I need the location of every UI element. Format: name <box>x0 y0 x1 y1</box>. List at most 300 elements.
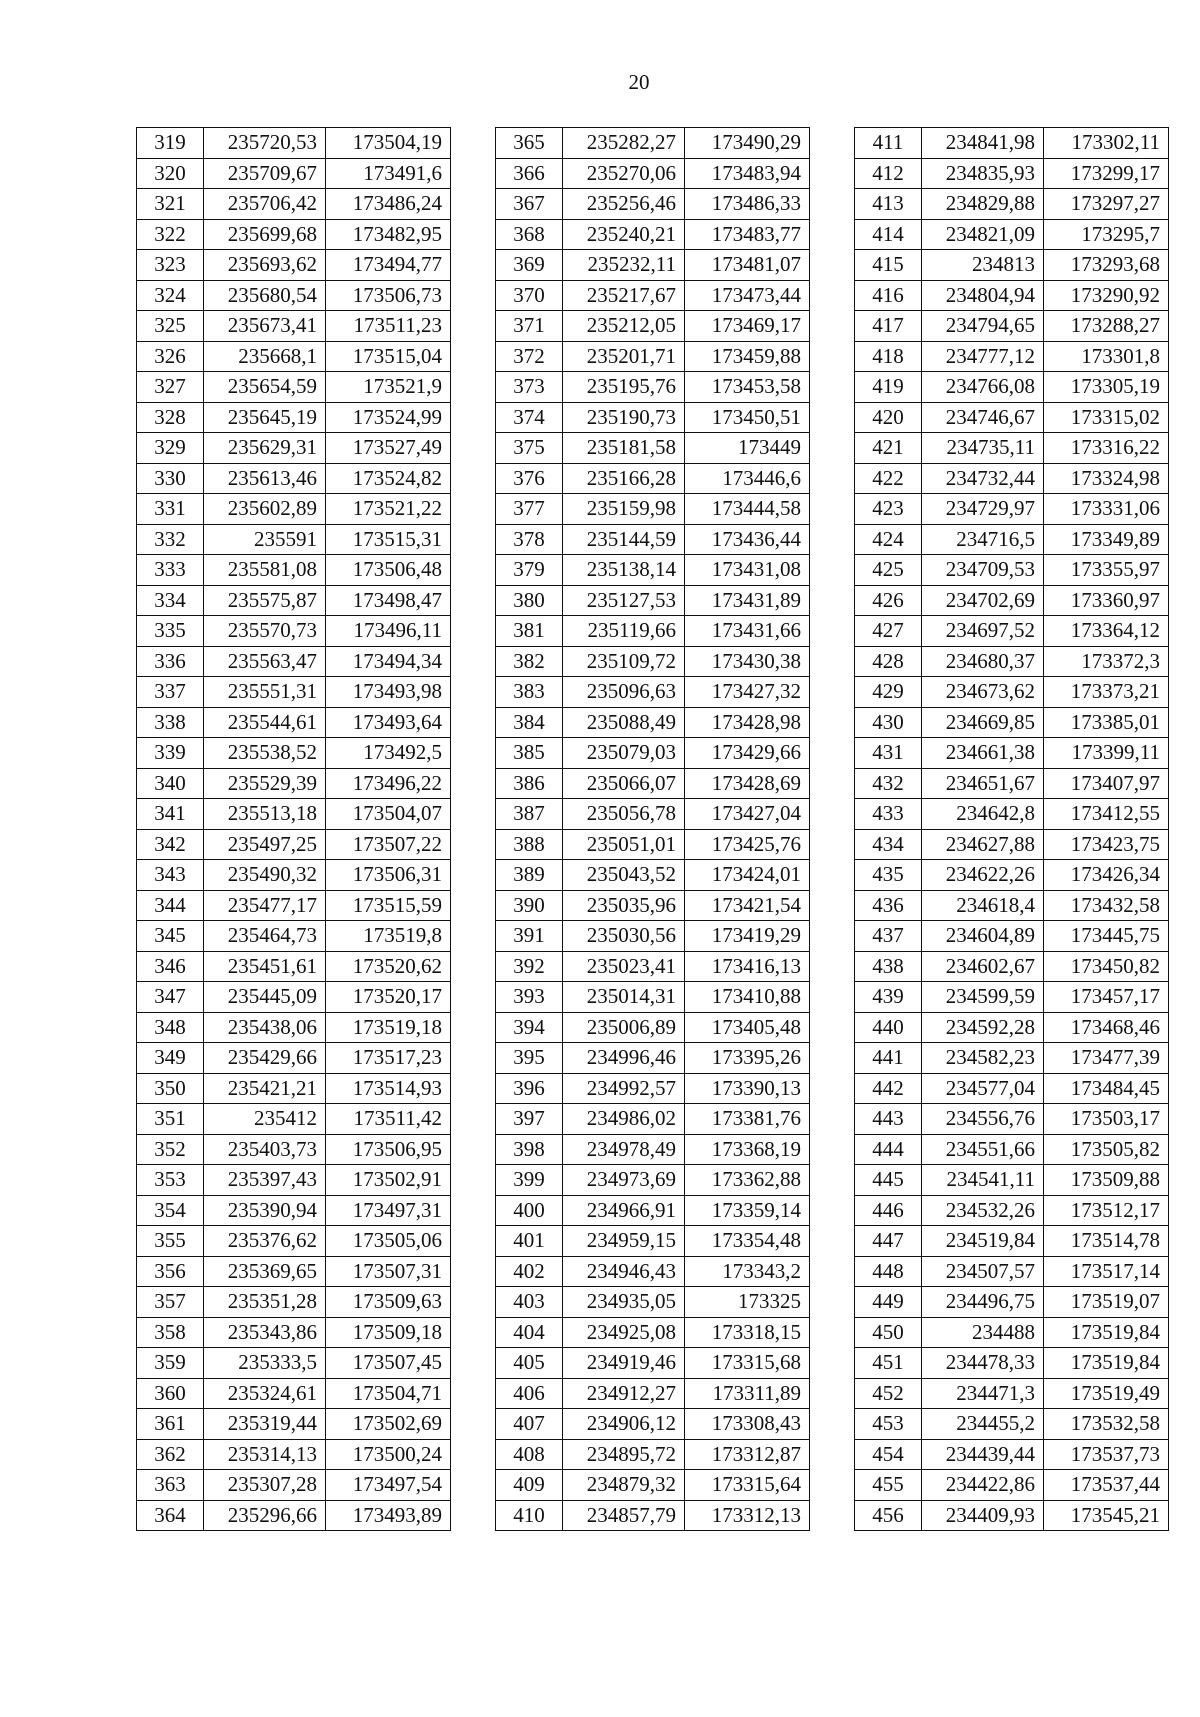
table-row <box>855 1256 1169 1287</box>
point-number-cell: 338 <box>137 707 204 738</box>
x-coordinate-cell: 234986,02 <box>563 1104 685 1135</box>
table-row <box>855 585 1169 616</box>
point-number-cell: 376 <box>496 463 563 494</box>
table-row <box>496 555 810 586</box>
point-number-cell: 367 <box>496 189 563 220</box>
x-coordinate-cell: 234618,4 <box>922 890 1044 921</box>
point-number-cell: 432 <box>855 768 922 799</box>
table-row <box>855 738 1169 769</box>
point-number-cell: 335 <box>137 616 204 647</box>
table-row <box>496 829 810 860</box>
x-coordinate-cell: 234556,76 <box>922 1104 1044 1135</box>
point-number-cell: 330 <box>137 463 204 494</box>
x-coordinate-cell: 234532,26 <box>922 1195 1044 1226</box>
y-coordinate-cell: 173519,8 <box>326 921 451 952</box>
table-row <box>137 1378 451 1409</box>
table-row <box>137 982 451 1013</box>
table-row <box>137 1134 451 1165</box>
y-coordinate-cell: 173390,13 <box>685 1073 810 1104</box>
y-coordinate-cell: 173497,54 <box>326 1470 451 1501</box>
x-coordinate-cell: 235654,59 <box>204 372 326 403</box>
x-coordinate-cell: 235307,28 <box>204 1470 326 1501</box>
table-row <box>137 280 451 311</box>
y-coordinate-cell: 173509,63 <box>326 1287 451 1318</box>
point-number-cell: 406 <box>496 1378 563 1409</box>
y-coordinate-cell: 173511,23 <box>326 311 451 342</box>
point-number-cell: 354 <box>137 1195 204 1226</box>
x-coordinate-cell: 234804,94 <box>922 280 1044 311</box>
x-coordinate-cell: 235343,86 <box>204 1317 326 1348</box>
point-number-cell: 409 <box>496 1470 563 1501</box>
x-coordinate-cell: 235668,1 <box>204 341 326 372</box>
table-row <box>137 1195 451 1226</box>
point-number-cell: 366 <box>496 158 563 189</box>
y-coordinate-cell: 173517,14 <box>1044 1256 1169 1287</box>
x-coordinate-cell: 235138,14 <box>563 555 685 586</box>
table-row <box>855 341 1169 372</box>
y-coordinate-cell: 173496,22 <box>326 768 451 799</box>
point-number-cell: 323 <box>137 250 204 281</box>
x-coordinate-cell: 235421,21 <box>204 1073 326 1104</box>
point-number-cell: 452 <box>855 1378 922 1409</box>
x-coordinate-cell: 234919,46 <box>563 1348 685 1379</box>
point-number-cell: 393 <box>496 982 563 1013</box>
y-coordinate-cell: 173473,44 <box>685 280 810 311</box>
y-coordinate-cell: 173502,91 <box>326 1165 451 1196</box>
x-coordinate-cell: 234577,04 <box>922 1073 1044 1104</box>
table-row <box>855 616 1169 647</box>
table-row <box>855 1012 1169 1043</box>
x-coordinate-cell: 234409,93 <box>922 1500 1044 1531</box>
x-coordinate-cell: 234716,5 <box>922 524 1044 555</box>
y-coordinate-cell: 173444,58 <box>685 494 810 525</box>
x-coordinate-cell: 234661,38 <box>922 738 1044 769</box>
x-coordinate-cell: 235706,42 <box>204 189 326 220</box>
table-row <box>855 646 1169 677</box>
point-number-cell: 405 <box>496 1348 563 1379</box>
point-number-cell: 437 <box>855 921 922 952</box>
x-coordinate-cell: 235709,67 <box>204 158 326 189</box>
point-number-cell: 392 <box>496 951 563 982</box>
point-number-cell: 365 <box>496 128 563 159</box>
point-number-cell: 417 <box>855 311 922 342</box>
point-number-cell: 353 <box>137 1165 204 1196</box>
y-coordinate-cell: 173325 <box>685 1287 810 1318</box>
y-coordinate-cell: 173436,44 <box>685 524 810 555</box>
y-coordinate-cell: 173427,04 <box>685 799 810 830</box>
x-coordinate-cell: 234488 <box>922 1317 1044 1348</box>
table-row <box>137 1104 451 1135</box>
table-row <box>137 1500 451 1531</box>
table-row <box>496 1043 810 1074</box>
point-number-cell: 416 <box>855 280 922 311</box>
y-coordinate-cell: 173507,31 <box>326 1256 451 1287</box>
x-coordinate-cell: 234935,05 <box>563 1287 685 1318</box>
point-number-cell: 429 <box>855 677 922 708</box>
y-coordinate-cell: 173425,76 <box>685 829 810 860</box>
point-number-cell: 402 <box>496 1256 563 1287</box>
y-coordinate-cell: 173519,18 <box>326 1012 451 1043</box>
x-coordinate-cell: 235680,54 <box>204 280 326 311</box>
table-row <box>496 616 810 647</box>
y-coordinate-cell: 173506,48 <box>326 555 451 586</box>
point-number-cell: 362 <box>137 1439 204 1470</box>
point-number-cell: 336 <box>137 646 204 677</box>
x-coordinate-cell: 234673,62 <box>922 677 1044 708</box>
point-number-cell: 373 <box>496 372 563 403</box>
table-row <box>855 890 1169 921</box>
y-coordinate-cell: 173297,27 <box>1044 189 1169 220</box>
y-coordinate-cell: 173515,31 <box>326 524 451 555</box>
table-row <box>496 463 810 494</box>
y-coordinate-cell: 173469,17 <box>685 311 810 342</box>
y-coordinate-cell: 173506,31 <box>326 860 451 891</box>
point-number-cell: 377 <box>496 494 563 525</box>
point-number-cell: 382 <box>496 646 563 677</box>
y-coordinate-cell: 173315,02 <box>1044 402 1169 433</box>
x-coordinate-cell: 234841,98 <box>922 128 1044 159</box>
point-number-cell: 332 <box>137 524 204 555</box>
point-number-cell: 423 <box>855 494 922 525</box>
y-coordinate-cell: 173504,19 <box>326 128 451 159</box>
table-row <box>137 219 451 250</box>
point-number-cell: 421 <box>855 433 922 464</box>
y-coordinate-cell: 173515,04 <box>326 341 451 372</box>
point-number-cell: 384 <box>496 707 563 738</box>
table-row <box>496 1348 810 1379</box>
table-row <box>496 1226 810 1257</box>
table-row <box>496 1287 810 1318</box>
y-coordinate-cell: 173311,89 <box>685 1378 810 1409</box>
x-coordinate-cell: 235581,08 <box>204 555 326 586</box>
table-row <box>137 524 451 555</box>
point-number-cell: 328 <box>137 402 204 433</box>
y-coordinate-cell: 173431,89 <box>685 585 810 616</box>
x-coordinate-cell: 234794,65 <box>922 311 1044 342</box>
x-coordinate-cell: 234507,57 <box>922 1256 1044 1287</box>
x-coordinate-cell: 234496,75 <box>922 1287 1044 1318</box>
x-coordinate-cell: 235445,09 <box>204 982 326 1013</box>
point-number-cell: 410 <box>496 1500 563 1531</box>
x-coordinate-cell: 234966,91 <box>563 1195 685 1226</box>
y-coordinate-cell: 173505,82 <box>1044 1134 1169 1165</box>
y-coordinate-cell: 173431,66 <box>685 616 810 647</box>
point-number-cell: 399 <box>496 1165 563 1196</box>
x-coordinate-cell: 234777,12 <box>922 341 1044 372</box>
table-row <box>137 128 451 159</box>
table-row <box>137 372 451 403</box>
y-coordinate-cell: 173373,21 <box>1044 677 1169 708</box>
x-coordinate-cell: 234746,67 <box>922 402 1044 433</box>
x-coordinate-cell: 234592,28 <box>922 1012 1044 1043</box>
point-number-cell: 390 <box>496 890 563 921</box>
point-number-cell: 431 <box>855 738 922 769</box>
x-coordinate-cell: 235673,41 <box>204 311 326 342</box>
y-coordinate-cell: 173537,73 <box>1044 1439 1169 1470</box>
x-coordinate-cell: 235563,47 <box>204 646 326 677</box>
table-row <box>137 677 451 708</box>
y-coordinate-cell: 173368,19 <box>685 1134 810 1165</box>
table-row <box>496 280 810 311</box>
table-row <box>496 799 810 830</box>
x-coordinate-cell: 235412 <box>204 1104 326 1135</box>
x-coordinate-cell: 235720,53 <box>204 128 326 159</box>
x-coordinate-cell: 234912,27 <box>563 1378 685 1409</box>
point-number-cell: 433 <box>855 799 922 830</box>
point-number-cell: 419 <box>855 372 922 403</box>
x-coordinate-cell: 235232,11 <box>563 250 685 281</box>
x-coordinate-cell: 235369,65 <box>204 1256 326 1287</box>
point-number-cell: 372 <box>496 341 563 372</box>
point-number-cell: 344 <box>137 890 204 921</box>
table-row <box>855 799 1169 830</box>
table-row <box>137 1012 451 1043</box>
y-coordinate-cell: 173381,76 <box>685 1104 810 1135</box>
x-coordinate-cell: 235270,06 <box>563 158 685 189</box>
y-coordinate-cell: 173355,97 <box>1044 555 1169 586</box>
y-coordinate-cell: 173301,8 <box>1044 341 1169 372</box>
x-coordinate-cell: 234680,37 <box>922 646 1044 677</box>
y-coordinate-cell: 173517,23 <box>326 1043 451 1074</box>
table-row <box>496 1165 810 1196</box>
x-coordinate-cell: 234996,46 <box>563 1043 685 1074</box>
point-number-cell: 414 <box>855 219 922 250</box>
point-number-cell: 343 <box>137 860 204 891</box>
table-row <box>855 1043 1169 1074</box>
x-coordinate-cell: 235351,28 <box>204 1287 326 1318</box>
table-row <box>855 1348 1169 1379</box>
y-coordinate-cell: 173315,64 <box>685 1470 810 1501</box>
x-coordinate-cell: 234702,69 <box>922 585 1044 616</box>
x-coordinate-cell: 235629,31 <box>204 433 326 464</box>
table-row <box>496 1439 810 1470</box>
point-number-cell: 442 <box>855 1073 922 1104</box>
point-number-cell: 441 <box>855 1043 922 1074</box>
point-number-cell: 420 <box>855 402 922 433</box>
point-number-cell: 440 <box>855 1012 922 1043</box>
point-number-cell: 341 <box>137 799 204 830</box>
table-row <box>855 921 1169 952</box>
point-number-cell: 381 <box>496 616 563 647</box>
x-coordinate-cell: 235497,25 <box>204 829 326 860</box>
y-coordinate-cell: 173507,22 <box>326 829 451 860</box>
y-coordinate-cell: 173509,18 <box>326 1317 451 1348</box>
x-coordinate-cell: 234879,32 <box>563 1470 685 1501</box>
y-coordinate-cell: 173521,22 <box>326 494 451 525</box>
point-number-cell: 329 <box>137 433 204 464</box>
y-coordinate-cell: 173494,34 <box>326 646 451 677</box>
x-coordinate-cell: 235529,39 <box>204 768 326 799</box>
point-number-cell: 443 <box>855 1104 922 1135</box>
table-row <box>137 616 451 647</box>
table-row <box>855 707 1169 738</box>
x-coordinate-cell: 235144,59 <box>563 524 685 555</box>
table-row <box>855 311 1169 342</box>
x-coordinate-cell: 234978,49 <box>563 1134 685 1165</box>
x-coordinate-cell: 235088,49 <box>563 707 685 738</box>
point-number-cell: 451 <box>855 1348 922 1379</box>
x-coordinate-cell: 234669,85 <box>922 707 1044 738</box>
point-number-cell: 351 <box>137 1104 204 1135</box>
x-coordinate-cell: 234551,66 <box>922 1134 1044 1165</box>
x-coordinate-cell: 234829,88 <box>922 189 1044 220</box>
x-coordinate-cell: 235397,43 <box>204 1165 326 1196</box>
point-number-cell: 447 <box>855 1226 922 1257</box>
point-number-cell: 454 <box>855 1439 922 1470</box>
point-number-cell: 434 <box>855 829 922 860</box>
point-number-cell: 359 <box>137 1348 204 1379</box>
y-coordinate-cell: 173349,89 <box>1044 524 1169 555</box>
point-number-cell: 319 <box>137 128 204 159</box>
y-coordinate-cell: 173498,47 <box>326 585 451 616</box>
y-coordinate-cell: 173324,98 <box>1044 463 1169 494</box>
x-coordinate-cell: 235190,73 <box>563 402 685 433</box>
point-number-cell: 360 <box>137 1378 204 1409</box>
point-number-cell: 445 <box>855 1165 922 1196</box>
table-row <box>496 890 810 921</box>
table-row <box>855 128 1169 159</box>
y-coordinate-cell: 173412,55 <box>1044 799 1169 830</box>
table-row <box>496 1073 810 1104</box>
y-coordinate-cell: 173494,77 <box>326 250 451 281</box>
y-coordinate-cell: 173429,66 <box>685 738 810 769</box>
coordinates-table-3 <box>854 127 1169 1531</box>
x-coordinate-cell: 235030,56 <box>563 921 685 952</box>
y-coordinate-cell: 173312,13 <box>685 1500 810 1531</box>
point-number-cell: 444 <box>855 1134 922 1165</box>
table-row <box>855 494 1169 525</box>
y-coordinate-cell: 173424,01 <box>685 860 810 891</box>
table-row <box>496 524 810 555</box>
table-row <box>137 951 451 982</box>
x-coordinate-cell: 235212,05 <box>563 311 685 342</box>
table-row <box>137 433 451 464</box>
page-number: 20 <box>628 70 650 94</box>
y-coordinate-cell: 173492,5 <box>326 738 451 769</box>
point-number-cell: 413 <box>855 189 922 220</box>
point-number-cell: 374 <box>496 402 563 433</box>
y-coordinate-cell: 173497,31 <box>326 1195 451 1226</box>
y-coordinate-cell: 173483,77 <box>685 219 810 250</box>
x-coordinate-cell: 234478,33 <box>922 1348 1044 1379</box>
table-row <box>855 1226 1169 1257</box>
table-row <box>137 341 451 372</box>
table-row <box>137 1287 451 1318</box>
table-row <box>137 1256 451 1287</box>
point-number-cell: 378 <box>496 524 563 555</box>
y-coordinate-cell: 173496,11 <box>326 616 451 647</box>
coordinates-table-1 <box>136 127 451 1531</box>
y-coordinate-cell: 173449 <box>685 433 810 464</box>
point-number-cell: 400 <box>496 1195 563 1226</box>
point-number-cell: 404 <box>496 1317 563 1348</box>
table-row <box>137 158 451 189</box>
x-coordinate-cell: 235477,17 <box>204 890 326 921</box>
y-coordinate-cell: 173459,88 <box>685 341 810 372</box>
point-number-cell: 352 <box>137 1134 204 1165</box>
y-coordinate-cell: 173486,33 <box>685 189 810 220</box>
y-coordinate-cell: 173343,2 <box>685 1256 810 1287</box>
y-coordinate-cell: 173445,75 <box>1044 921 1169 952</box>
point-number-cell: 320 <box>137 158 204 189</box>
y-coordinate-cell: 173519,84 <box>1044 1348 1169 1379</box>
y-coordinate-cell: 173512,17 <box>1044 1195 1169 1226</box>
table-row <box>855 402 1169 433</box>
x-coordinate-cell: 234627,88 <box>922 829 1044 860</box>
x-coordinate-cell: 234857,79 <box>563 1500 685 1531</box>
y-coordinate-cell: 173360,97 <box>1044 585 1169 616</box>
y-coordinate-cell: 173519,07 <box>1044 1287 1169 1318</box>
x-coordinate-cell: 234766,08 <box>922 372 1044 403</box>
table-row <box>137 250 451 281</box>
table-row <box>855 1165 1169 1196</box>
table-row <box>137 890 451 921</box>
x-coordinate-cell: 235538,52 <box>204 738 326 769</box>
table-row <box>496 250 810 281</box>
y-coordinate-cell: 173457,17 <box>1044 982 1169 1013</box>
x-coordinate-cell: 235319,44 <box>204 1409 326 1440</box>
table-row <box>855 1439 1169 1470</box>
table-row <box>496 1134 810 1165</box>
y-coordinate-cell: 173302,11 <box>1044 128 1169 159</box>
x-coordinate-cell: 235544,61 <box>204 707 326 738</box>
point-number-cell: 364 <box>137 1500 204 1531</box>
point-number-cell: 430 <box>855 707 922 738</box>
point-number-cell: 428 <box>855 646 922 677</box>
x-coordinate-cell: 235066,07 <box>563 768 685 799</box>
table-row <box>137 1226 451 1257</box>
x-coordinate-cell: 235127,53 <box>563 585 685 616</box>
y-coordinate-cell: 173504,07 <box>326 799 451 830</box>
x-coordinate-cell: 234651,67 <box>922 768 1044 799</box>
x-coordinate-cell: 235551,31 <box>204 677 326 708</box>
table-row <box>137 585 451 616</box>
table-row <box>855 768 1169 799</box>
y-coordinate-cell: 173318,15 <box>685 1317 810 1348</box>
table-row <box>137 1348 451 1379</box>
x-coordinate-cell: 235403,73 <box>204 1134 326 1165</box>
point-number-cell: 337 <box>137 677 204 708</box>
point-number-cell: 439 <box>855 982 922 1013</box>
coordinates-table-2 <box>495 127 810 1531</box>
x-coordinate-cell: 235217,67 <box>563 280 685 311</box>
x-coordinate-cell: 235570,73 <box>204 616 326 647</box>
table-row <box>855 372 1169 403</box>
y-coordinate-cell: 173481,07 <box>685 250 810 281</box>
table-row <box>496 1378 810 1409</box>
table-row <box>137 311 451 342</box>
table-row <box>855 1470 1169 1501</box>
point-number-cell: 347 <box>137 982 204 1013</box>
table-row <box>855 1104 1169 1135</box>
point-number-cell: 422 <box>855 463 922 494</box>
x-coordinate-cell: 235282,27 <box>563 128 685 159</box>
y-coordinate-cell: 173410,88 <box>685 982 810 1013</box>
x-coordinate-cell: 235591 <box>204 524 326 555</box>
table-row <box>855 555 1169 586</box>
y-coordinate-cell: 173491,6 <box>326 158 451 189</box>
y-coordinate-cell: 173514,93 <box>326 1073 451 1104</box>
x-coordinate-cell: 235201,71 <box>563 341 685 372</box>
table-row <box>496 494 810 525</box>
x-coordinate-cell: 234439,44 <box>922 1439 1044 1470</box>
y-coordinate-cell: 173490,29 <box>685 128 810 159</box>
point-number-cell: 388 <box>496 829 563 860</box>
y-coordinate-cell: 173524,82 <box>326 463 451 494</box>
y-coordinate-cell: 173331,06 <box>1044 494 1169 525</box>
table-row <box>137 555 451 586</box>
table-row <box>496 341 810 372</box>
